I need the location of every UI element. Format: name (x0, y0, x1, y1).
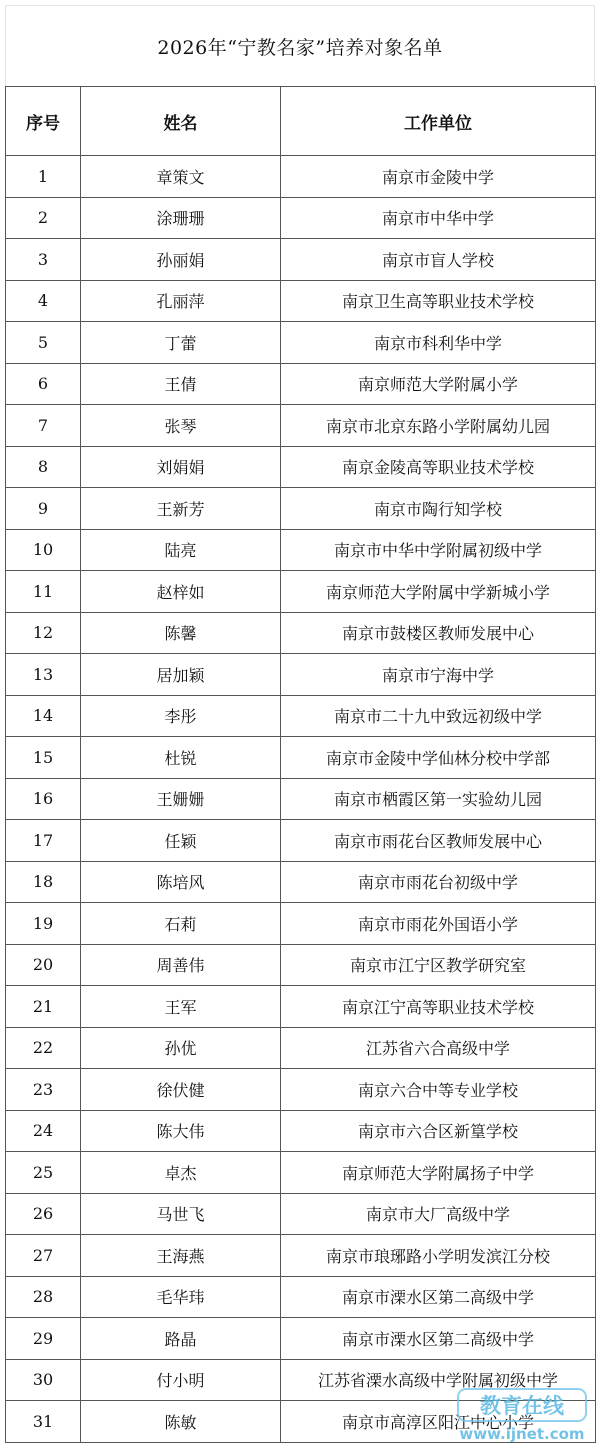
row-name-cell: 章策文 (81, 156, 281, 198)
row-unit-cell: 南京卫生高等职业技术学校 (281, 280, 596, 322)
row-name-cell: 丁蕾 (81, 322, 281, 364)
row-name-cell: 陆亮 (81, 529, 281, 571)
table-row (6, 280, 596, 322)
row-unit-cell: 南京市高淳区阳江中心小学 (281, 1401, 596, 1443)
document-sheet (5, 5, 595, 1443)
row-number-cell: 22 (6, 1027, 81, 1069)
row-unit-cell: 南京江宁高等职业技术学校 (281, 986, 596, 1028)
row-unit-cell: 南京师范大学附属扬子中学 (281, 1152, 596, 1194)
row-number-cell: 19 (6, 903, 81, 945)
row-number-cell: 3 (6, 239, 81, 281)
row-unit-cell: 南京市宁海中学 (281, 654, 596, 696)
table-row (6, 1318, 596, 1360)
row-number-cell: 18 (6, 861, 81, 903)
row-number-cell: 8 (6, 446, 81, 488)
column-header-unit: 工作单位 (281, 87, 596, 156)
row-number-cell: 11 (6, 571, 81, 613)
row-number-cell: 6 (6, 363, 81, 405)
row-name-cell: 涂珊珊 (81, 197, 281, 239)
column-header-name: 姓名 (81, 87, 281, 156)
row-number-cell: 14 (6, 695, 81, 737)
row-unit-cell: 江苏省溧水高级中学附属初级中学 (281, 1359, 596, 1401)
row-unit-cell: 南京市雨花外国语小学 (281, 903, 596, 945)
row-unit-cell: 南京市盲人学校 (281, 239, 596, 281)
row-unit-cell: 南京市科利华中学 (281, 322, 596, 364)
row-name-cell: 卓杰 (81, 1152, 281, 1194)
table-row (6, 1235, 596, 1277)
table-row (6, 1027, 596, 1069)
table-row (6, 322, 596, 364)
table-row (6, 986, 596, 1028)
row-unit-cell: 南京金陵高等职业技术学校 (281, 446, 596, 488)
row-unit-cell: 江苏省六合高级中学 (281, 1027, 596, 1069)
row-unit-cell: 南京市金陵中学仙林分校中学部 (281, 737, 596, 779)
table-row (6, 861, 596, 903)
row-unit-cell: 南京市金陵中学 (281, 156, 596, 198)
table-row (6, 820, 596, 862)
row-name-cell: 任颖 (81, 820, 281, 862)
watermark-logo-text: 教育在线 (480, 1394, 564, 1418)
row-unit-cell: 南京市溧水区第二高级中学 (281, 1276, 596, 1318)
table-body (6, 156, 596, 1443)
table-header-row (6, 87, 596, 156)
row-number-cell: 10 (6, 529, 81, 571)
row-name-cell: 杜锐 (81, 737, 281, 779)
title-box (5, 5, 595, 86)
table-row (6, 156, 596, 198)
row-name-cell: 王姗姗 (81, 778, 281, 820)
table-row (6, 612, 596, 654)
row-unit-cell: 南京市雨花台初级中学 (281, 861, 596, 903)
watermark-url: www.ijnet.com (459, 1425, 585, 1443)
row-unit-cell: 南京市中华中学附属初级中学 (281, 529, 596, 571)
table-row (6, 239, 596, 281)
row-unit-cell: 南京市陶行知学校 (281, 488, 596, 530)
row-unit-cell: 南京市二十九中致远初级中学 (281, 695, 596, 737)
row-unit-cell: 南京市琅琊路小学明发滨江分校 (281, 1235, 596, 1277)
table-row (6, 1193, 596, 1235)
row-name-cell: 周善伟 (81, 944, 281, 986)
row-name-cell: 付小明 (81, 1359, 281, 1401)
table-row (6, 737, 596, 779)
row-name-cell: 孙优 (81, 1027, 281, 1069)
row-number-cell: 29 (6, 1318, 81, 1360)
table-row (6, 654, 596, 696)
site-watermark-logo (452, 1383, 592, 1445)
row-name-cell: 刘娟娟 (81, 446, 281, 488)
row-number-cell: 15 (6, 737, 81, 779)
row-number-cell: 27 (6, 1235, 81, 1277)
row-number-cell: 30 (6, 1359, 81, 1401)
row-number-cell: 25 (6, 1152, 81, 1194)
table-row (6, 197, 596, 239)
row-name-cell: 陈大伟 (81, 1110, 281, 1152)
row-unit-cell: 南京市雨花台区教师发展中心 (281, 820, 596, 862)
row-number-cell: 7 (6, 405, 81, 447)
row-name-cell: 张琴 (81, 405, 281, 447)
row-number-cell: 24 (6, 1110, 81, 1152)
table-row (6, 1110, 596, 1152)
row-number-cell: 2 (6, 197, 81, 239)
row-unit-cell: 南京市溧水区第二高级中学 (281, 1318, 596, 1360)
table-row (6, 903, 596, 945)
row-unit-cell: 南京六合中等专业学校 (281, 1069, 596, 1111)
row-number-cell: 21 (6, 986, 81, 1028)
row-number-cell: 26 (6, 1193, 81, 1235)
row-unit-cell: 南京市鼓楼区教师发展中心 (281, 612, 596, 654)
row-name-cell: 徐伏健 (81, 1069, 281, 1111)
table-row (6, 695, 596, 737)
row-number-cell: 4 (6, 280, 81, 322)
roster-table (5, 86, 596, 1443)
row-name-cell: 陈培风 (81, 861, 281, 903)
table-row (6, 944, 596, 986)
table-row (6, 571, 596, 613)
row-name-cell: 孙丽娟 (81, 239, 281, 281)
row-unit-cell: 南京师范大学附属中学新城小学 (281, 571, 596, 613)
row-unit-cell: 南京市中华中学 (281, 197, 596, 239)
row-unit-cell: 南京市六合区新篁学校 (281, 1110, 596, 1152)
row-name-cell: 居加颖 (81, 654, 281, 696)
row-number-cell: 13 (6, 654, 81, 696)
table-row (6, 1276, 596, 1318)
table-row (6, 488, 596, 530)
row-number-cell: 12 (6, 612, 81, 654)
row-name-cell: 李彤 (81, 695, 281, 737)
row-number-cell: 28 (6, 1276, 81, 1318)
table-row (6, 1152, 596, 1194)
row-name-cell: 陈敏 (81, 1401, 281, 1443)
row-number-cell: 17 (6, 820, 81, 862)
row-name-cell: 王倩 (81, 363, 281, 405)
row-number-cell: 31 (6, 1401, 81, 1443)
row-name-cell: 陈馨 (81, 612, 281, 654)
row-name-cell: 孔丽萍 (81, 280, 281, 322)
row-name-cell: 王新芳 (81, 488, 281, 530)
row-number-cell: 9 (6, 488, 81, 530)
table-row (6, 446, 596, 488)
row-unit-cell: 南京市栖霞区第一实验幼儿园 (281, 778, 596, 820)
table-row (6, 1069, 596, 1111)
row-name-cell: 毛华玮 (81, 1276, 281, 1318)
page-title: 2026年“宁教名家”培养对象名单 (157, 36, 443, 59)
row-name-cell: 王军 (81, 986, 281, 1028)
row-name-cell: 石莉 (81, 903, 281, 945)
row-name-cell: 赵梓如 (81, 571, 281, 613)
column-header-number: 序号 (6, 87, 81, 156)
row-number-cell: 1 (6, 156, 81, 198)
row-unit-cell: 南京市北京东路小学附属幼儿园 (281, 405, 596, 447)
row-name-cell: 马世飞 (81, 1193, 281, 1235)
table-row (6, 363, 596, 405)
row-unit-cell: 南京市大厂高级中学 (281, 1193, 596, 1235)
table-row (6, 529, 596, 571)
row-name-cell: 王海燕 (81, 1235, 281, 1277)
row-number-cell: 23 (6, 1069, 81, 1111)
row-number-cell: 16 (6, 778, 81, 820)
row-number-cell: 5 (6, 322, 81, 364)
row-unit-cell: 南京市江宁区教学研究室 (281, 944, 596, 986)
table-row (6, 405, 596, 447)
table-row (6, 778, 596, 820)
row-number-cell: 20 (6, 944, 81, 986)
row-name-cell: 路晶 (81, 1318, 281, 1360)
row-unit-cell: 南京师范大学附属小学 (281, 363, 596, 405)
